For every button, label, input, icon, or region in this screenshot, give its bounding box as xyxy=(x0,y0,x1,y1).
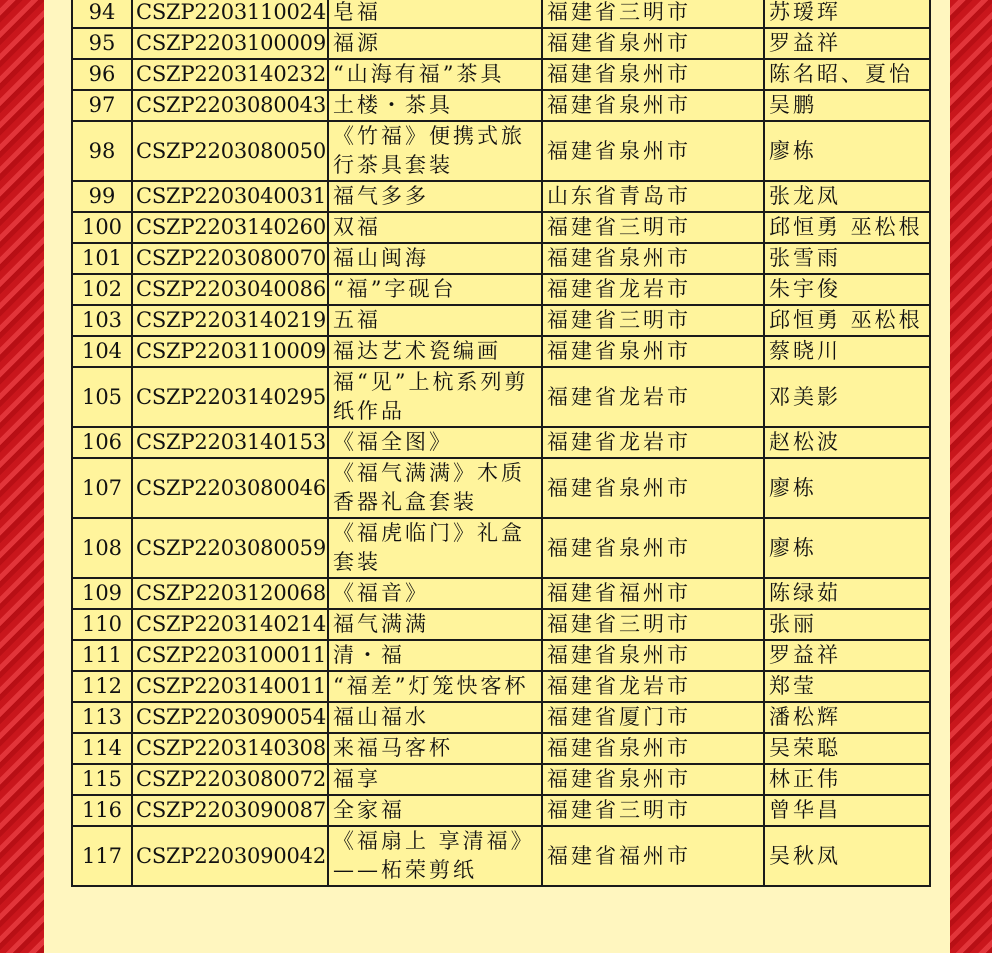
cell-code: CSZP2203040086 xyxy=(132,274,328,305)
cell-author: 张龙凤 xyxy=(764,181,930,212)
cell-author: 潘松辉 xyxy=(764,702,930,733)
cell-code: CSZP2203110009 xyxy=(132,336,328,367)
cell-work: 福气多多 xyxy=(328,181,542,212)
cell-code: CSZP2203080072 xyxy=(132,764,328,795)
cell-work: 《福虎临门》礼盒套装 xyxy=(328,518,542,578)
cell-code: CSZP2203080043 xyxy=(132,90,328,121)
cell-author: 邓美影 xyxy=(764,367,930,427)
cell-no: 97 xyxy=(72,90,132,121)
cell-no: 109 xyxy=(72,578,132,609)
cell-region: 福建省泉州市 xyxy=(542,121,764,181)
cell-author: 苏瑷珲 xyxy=(764,0,930,28)
cell-no: 107 xyxy=(72,458,132,518)
cell-author: 罗益祥 xyxy=(764,640,930,671)
cell-no: 96 xyxy=(72,59,132,90)
table-row xyxy=(72,702,930,733)
cell-work: 《福音》 xyxy=(328,578,542,609)
cell-code: CSZP2203140011 xyxy=(132,671,328,702)
table-row xyxy=(72,518,930,578)
cell-work: 福“见”上杭系列剪纸作品 xyxy=(328,367,542,427)
cell-region: 福建省泉州市 xyxy=(542,733,764,764)
cell-work: 全家福 xyxy=(328,795,542,826)
cell-no: 104 xyxy=(72,336,132,367)
decorative-border-right xyxy=(950,0,992,953)
cell-work: 清・福 xyxy=(328,640,542,671)
cell-author: 郑莹 xyxy=(764,671,930,702)
table-row xyxy=(72,458,930,518)
cell-no: 108 xyxy=(72,518,132,578)
cell-code: CSZP2203040031 xyxy=(132,181,328,212)
cell-author: 曾华昌 xyxy=(764,795,930,826)
cell-region: 福建省泉州市 xyxy=(542,764,764,795)
cell-work: 福山闽海 xyxy=(328,243,542,274)
cell-work: 福享 xyxy=(328,764,542,795)
cell-code: CSZP2203110024 xyxy=(132,0,328,28)
cell-work: 福源 xyxy=(328,28,542,59)
table-row xyxy=(72,764,930,795)
table-row xyxy=(72,640,930,671)
cell-code: CSZP2203080070 xyxy=(132,243,328,274)
cell-no: 94 xyxy=(72,0,132,28)
cell-work: 土楼・茶具 xyxy=(328,90,542,121)
cell-region: 福建省龙岩市 xyxy=(542,427,764,458)
cell-region: 福建省泉州市 xyxy=(542,518,764,578)
cell-region: 福建省泉州市 xyxy=(542,243,764,274)
cell-no: 112 xyxy=(72,671,132,702)
cell-no: 99 xyxy=(72,181,132,212)
cell-region: 福建省泉州市 xyxy=(542,458,764,518)
cell-author: 张雪雨 xyxy=(764,243,930,274)
cell-region: 福建省福州市 xyxy=(542,826,764,886)
cell-work: 福气满满 xyxy=(328,609,542,640)
table-row xyxy=(72,578,930,609)
cell-region: 福建省三明市 xyxy=(542,0,764,28)
table-row xyxy=(72,274,930,305)
cell-region: 福建省三明市 xyxy=(542,609,764,640)
cell-work: 《竹福》便携式旅行茶具套装 xyxy=(328,121,542,181)
cell-author: 陈名昭、夏怡 xyxy=(764,59,930,90)
cell-no: 106 xyxy=(72,427,132,458)
cell-region: 福建省福州市 xyxy=(542,578,764,609)
table-row xyxy=(72,59,930,90)
cell-no: 110 xyxy=(72,609,132,640)
cell-code: CSZP2203090054 xyxy=(132,702,328,733)
document-sheet xyxy=(44,0,950,953)
cell-code: CSZP2203140219 xyxy=(132,305,328,336)
cell-region: 福建省三明市 xyxy=(542,212,764,243)
table-row xyxy=(72,243,930,274)
cell-region: 福建省三明市 xyxy=(542,305,764,336)
cell-author: 廖栋 xyxy=(764,518,930,578)
cell-region: 福建省泉州市 xyxy=(542,90,764,121)
cell-no: 95 xyxy=(72,28,132,59)
cell-author: 廖栋 xyxy=(764,121,930,181)
cell-region: 福建省泉州市 xyxy=(542,28,764,59)
table-row xyxy=(72,90,930,121)
cell-code: CSZP2203100011 xyxy=(132,640,328,671)
cell-code: CSZP2203080059 xyxy=(132,518,328,578)
table-row xyxy=(72,795,930,826)
cell-work: 《福扇上 享清福》——柘荣剪纸 xyxy=(328,826,542,886)
table-row xyxy=(72,121,930,181)
cell-no: 116 xyxy=(72,795,132,826)
cell-region: 福建省三明市 xyxy=(542,795,764,826)
cell-author: 吴鹏 xyxy=(764,90,930,121)
table-row xyxy=(72,181,930,212)
table-row xyxy=(72,336,930,367)
cell-work: 双福 xyxy=(328,212,542,243)
table-row xyxy=(72,305,930,336)
table-row xyxy=(72,733,930,764)
table-row xyxy=(72,427,930,458)
cell-author: 张丽 xyxy=(764,609,930,640)
cell-region: 福建省厦门市 xyxy=(542,702,764,733)
cell-code: CSZP2203080050 xyxy=(132,121,328,181)
cell-region: 福建省龙岩市 xyxy=(542,671,764,702)
cell-work: 五福 xyxy=(328,305,542,336)
table-row xyxy=(72,671,930,702)
entries-table xyxy=(71,0,931,887)
cell-region: 福建省泉州市 xyxy=(542,59,764,90)
cell-no: 117 xyxy=(72,826,132,886)
cell-work: 皂福 xyxy=(328,0,542,28)
table-row xyxy=(72,609,930,640)
cell-author: 吴秋凤 xyxy=(764,826,930,886)
cell-author: 赵松波 xyxy=(764,427,930,458)
cell-code: CSZP2203100009 xyxy=(132,28,328,59)
table-row xyxy=(72,826,930,886)
cell-region: 福建省泉州市 xyxy=(542,640,764,671)
cell-work: 《福气满满》木质香器礼盒套装 xyxy=(328,458,542,518)
table-row xyxy=(72,0,930,28)
cell-author: 廖栋 xyxy=(764,458,930,518)
cell-code: CSZP2203090087 xyxy=(132,795,328,826)
cell-region: 山东省青岛市 xyxy=(542,181,764,212)
decorative-border-left xyxy=(0,0,44,953)
cell-code: CSZP2203080046 xyxy=(132,458,328,518)
cell-author: 蔡晓川 xyxy=(764,336,930,367)
cell-no: 102 xyxy=(72,274,132,305)
cell-region: 福建省龙岩市 xyxy=(542,274,764,305)
cell-region: 福建省龙岩市 xyxy=(542,367,764,427)
cell-author: 吴荣聪 xyxy=(764,733,930,764)
cell-no: 98 xyxy=(72,121,132,181)
cell-no: 111 xyxy=(72,640,132,671)
cell-work: 《福全图》 xyxy=(328,427,542,458)
cell-no: 113 xyxy=(72,702,132,733)
cell-work: 福山福水 xyxy=(328,702,542,733)
cell-author: 罗益祥 xyxy=(764,28,930,59)
cell-work: “福”字砚台 xyxy=(328,274,542,305)
cell-region: 福建省泉州市 xyxy=(542,336,764,367)
cell-work: 来福马客杯 xyxy=(328,733,542,764)
cell-code: CSZP2203120068 xyxy=(132,578,328,609)
table-row xyxy=(72,28,930,59)
table-row xyxy=(72,367,930,427)
cell-code: CSZP2203140308 xyxy=(132,733,328,764)
cell-author: 朱宇俊 xyxy=(764,274,930,305)
cell-work: 福达艺术瓷编画 xyxy=(328,336,542,367)
cell-work: “福差”灯笼快客杯 xyxy=(328,671,542,702)
cell-no: 115 xyxy=(72,764,132,795)
cell-no: 105 xyxy=(72,367,132,427)
cell-no: 114 xyxy=(72,733,132,764)
cell-code: CSZP2203140232 xyxy=(132,59,328,90)
cell-code: CSZP2203140260 xyxy=(132,212,328,243)
cell-code: CSZP2203090042 xyxy=(132,826,328,886)
cell-code: CSZP2203140214 xyxy=(132,609,328,640)
cell-work: “山海有福”茶具 xyxy=(328,59,542,90)
cell-code: CSZP2203140295 xyxy=(132,367,328,427)
cell-author: 林正伟 xyxy=(764,764,930,795)
cell-no: 100 xyxy=(72,212,132,243)
cell-author: 陈绿茹 xyxy=(764,578,930,609)
cell-author: 邱恒勇 巫松根 xyxy=(764,305,930,336)
cell-no: 101 xyxy=(72,243,132,274)
cell-no: 103 xyxy=(72,305,132,336)
cell-code: CSZP2203140153 xyxy=(132,427,328,458)
cell-author: 邱恒勇 巫松根 xyxy=(764,212,930,243)
table-row xyxy=(72,212,930,243)
